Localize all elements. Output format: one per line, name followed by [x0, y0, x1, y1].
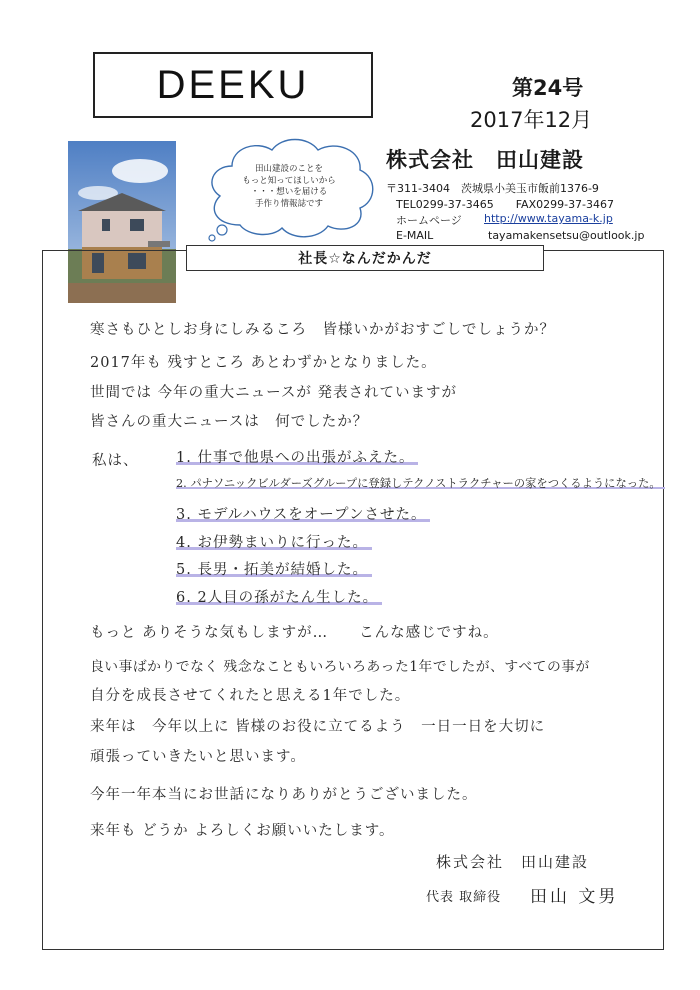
- letter-line: 2017年も 残すところ あとわずかとなりました。: [90, 355, 437, 371]
- newsletter-logo: DEEKU: [93, 52, 373, 118]
- letter-line: 自分を成長させてくれたと思える1年でした。: [90, 688, 411, 704]
- signature-title: 代表 取締役: [426, 890, 502, 905]
- news-item: [176, 446, 418, 467]
- cloud-line: 田山建設のことを: [254, 164, 323, 174]
- letter-line: 良い事ばかりでなく 残念なこともいろいろあった1年でしたが、すべての事が: [90, 659, 590, 675]
- news-item-text: 1. 仕事で他県への出張がふえた。: [176, 450, 418, 466]
- issue-number: 第24号: [512, 76, 584, 100]
- company-address: 〒311-3404 茨城県小美玉市飯前1376-9: [386, 182, 599, 195]
- news-item: [176, 558, 372, 579]
- cloud-line: ・・・想いを届ける: [250, 187, 328, 197]
- homepage-label: ホームページ: [396, 214, 462, 227]
- letter-line: 今年一年本当にお世話になりありがとうございました。: [90, 787, 478, 803]
- news-item-text: 6. 2人目の孫がたん生した。: [176, 590, 382, 606]
- letter-line: 寒さもひとしお身にしみるころ 皆様いかがおすごしでしょうか？: [90, 322, 555, 338]
- issue-date: 2017年12月: [470, 108, 593, 132]
- letter-line: 世間では 今年の重大ニュースが 発表されていますが: [90, 385, 457, 401]
- letter-line: 頑張っていきたいと思います。: [90, 749, 306, 765]
- news-item: [176, 531, 372, 552]
- company-tel-fax: TEL0299-37-3465 FAX0299-37-3467: [396, 198, 615, 211]
- email-address[interactable]: tayamakensetsu@outlook.jp: [488, 229, 645, 242]
- news-item: [176, 586, 382, 607]
- cloud-text: [214, 164, 364, 210]
- news-item-text: 3. モデルハウスをオープンさせた。: [176, 507, 430, 523]
- company-name: 株式会社 田山建設: [386, 148, 584, 172]
- news-item: [176, 475, 665, 491]
- news-item-text: 4. お伊勢まいりに行った。: [176, 535, 372, 551]
- cloud-line: 手作り情報誌です: [254, 198, 323, 209]
- letter-line: もっと ありそうな気もしますが… こんな感じですね。: [90, 625, 499, 641]
- cloud-line: もっと知ってほしいから: [242, 175, 336, 186]
- letter-line: 来年も どうか よろしくお願いいたします。: [90, 823, 395, 839]
- news-item: [176, 503, 430, 524]
- section-title: 社長☆なんだかんだ: [186, 245, 544, 271]
- signature-company: 株式会社 田山建設: [436, 853, 590, 871]
- list-intro: 私は、: [92, 453, 139, 469]
- news-item-text: 2. パナソニックビルダーズグループに登録しテクノストラクチャーの家をつくるようになった。: [176, 477, 665, 490]
- letter-line: 来年は 今年以上に 皆様のお役に立てるよう 一日一日を大切に: [90, 719, 546, 735]
- news-item-text: 5. 長男・拓美が結婚した。: [176, 562, 372, 578]
- letter-line: 皆さんの重大ニュースは 何でしたか？: [90, 414, 369, 430]
- homepage-link[interactable]: http://www.tayama-k.jp: [484, 212, 613, 225]
- email-label: E-MAIL: [396, 229, 434, 242]
- signature-name: 田山 文男: [530, 887, 619, 907]
